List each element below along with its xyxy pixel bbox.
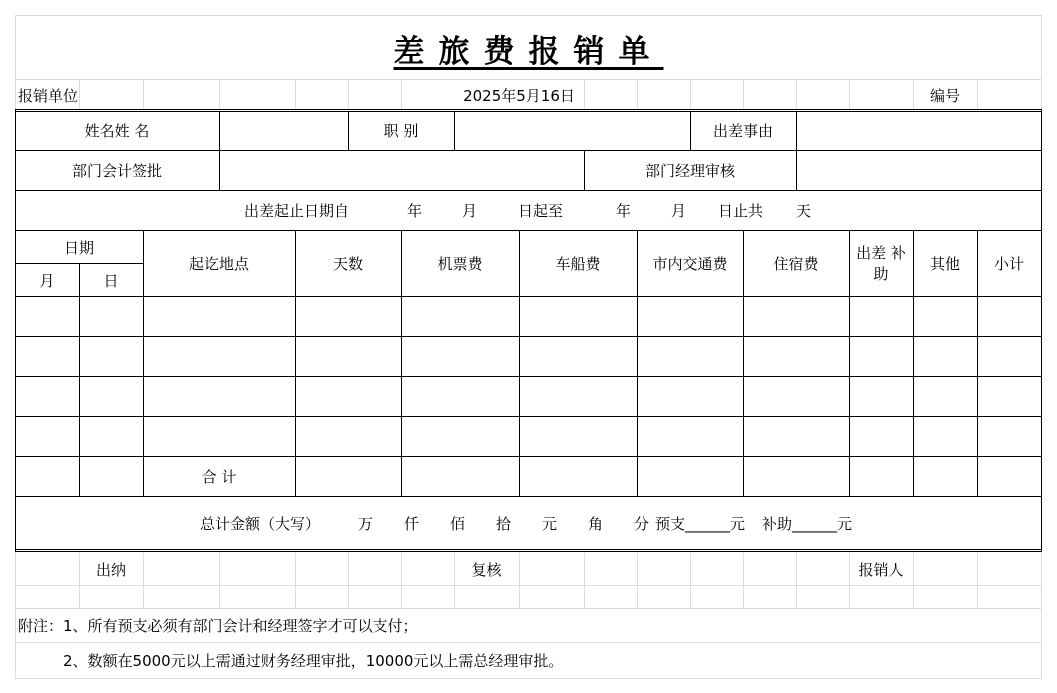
period-year-1: 年 (407, 202, 423, 220)
amount-qian: 仟 (404, 514, 420, 533)
review-label: 复核 (471, 560, 502, 579)
amount-shi: 拾 (496, 514, 512, 533)
manager-review-label: 部门经理审核 (644, 162, 735, 180)
reason-label: 出差事由 (712, 122, 773, 140)
header-subtotal: 小计 (993, 255, 1024, 273)
note-line-1: 附注：1、所有预支必须有部门会计和经理签字才可以支付； (18, 617, 418, 635)
header-days: 天数 (332, 255, 363, 273)
header-day: 日 (103, 271, 119, 290)
unit-label: 报销单位 (18, 86, 79, 105)
period-day-2: 日止共 (718, 202, 764, 220)
note-line-2: 2、数额在5000元以上需通过财务经理审批，10000元以上需总经理审批。 (63, 652, 564, 670)
number-label: 编号 (929, 86, 960, 105)
claimant-label: 报销人 (858, 560, 904, 579)
amount-bai: 佰 (450, 514, 466, 533)
header-allowance-line1: 出差 补 (856, 243, 906, 262)
amount-fen: 分 (634, 514, 650, 533)
header-hotel: 住宿费 (773, 255, 819, 273)
form-title: 差旅费报销单 (393, 33, 664, 70)
header-local-transport: 市内交通费 (652, 255, 728, 273)
header-allowance (849, 231, 913, 296)
amount-wan: 万 (358, 514, 374, 533)
cashier-label: 出纳 (95, 560, 126, 579)
form-date: 2025年5月16日 (463, 86, 575, 105)
period-month-1: 月 (462, 202, 478, 220)
amount-yuan: 元 (542, 514, 558, 533)
amount-advance: 预支______元 (655, 514, 746, 533)
accountant-approval-label: 部门会计签批 (71, 162, 162, 180)
amount-jiao: 角 (588, 514, 604, 533)
header-air-fare: 机票费 (437, 255, 483, 273)
period-days: 天 (796, 202, 812, 220)
position-label: 职 别 (383, 122, 419, 140)
header-month: 月 (39, 271, 55, 290)
header-date: 日期 (63, 238, 94, 257)
total-row-label: 合 计 (201, 468, 237, 486)
header-other: 其他 (929, 255, 960, 273)
header-allowance-line2: 助 (873, 264, 889, 283)
amount-allowance: 补助______元 (762, 514, 853, 533)
period-year-2: 年 (616, 202, 632, 220)
period-month-2: 月 (671, 202, 687, 220)
header-train-boat-fare: 车船费 (555, 255, 601, 273)
name-label: 姓名姓 名 (84, 122, 150, 140)
amount-label: 总计金额（大写） (200, 514, 321, 533)
period-day-1: 日起至 (518, 202, 564, 220)
period-prefix: 出差起止日期自 (244, 202, 350, 220)
header-place: 起讫地点 (188, 255, 249, 273)
